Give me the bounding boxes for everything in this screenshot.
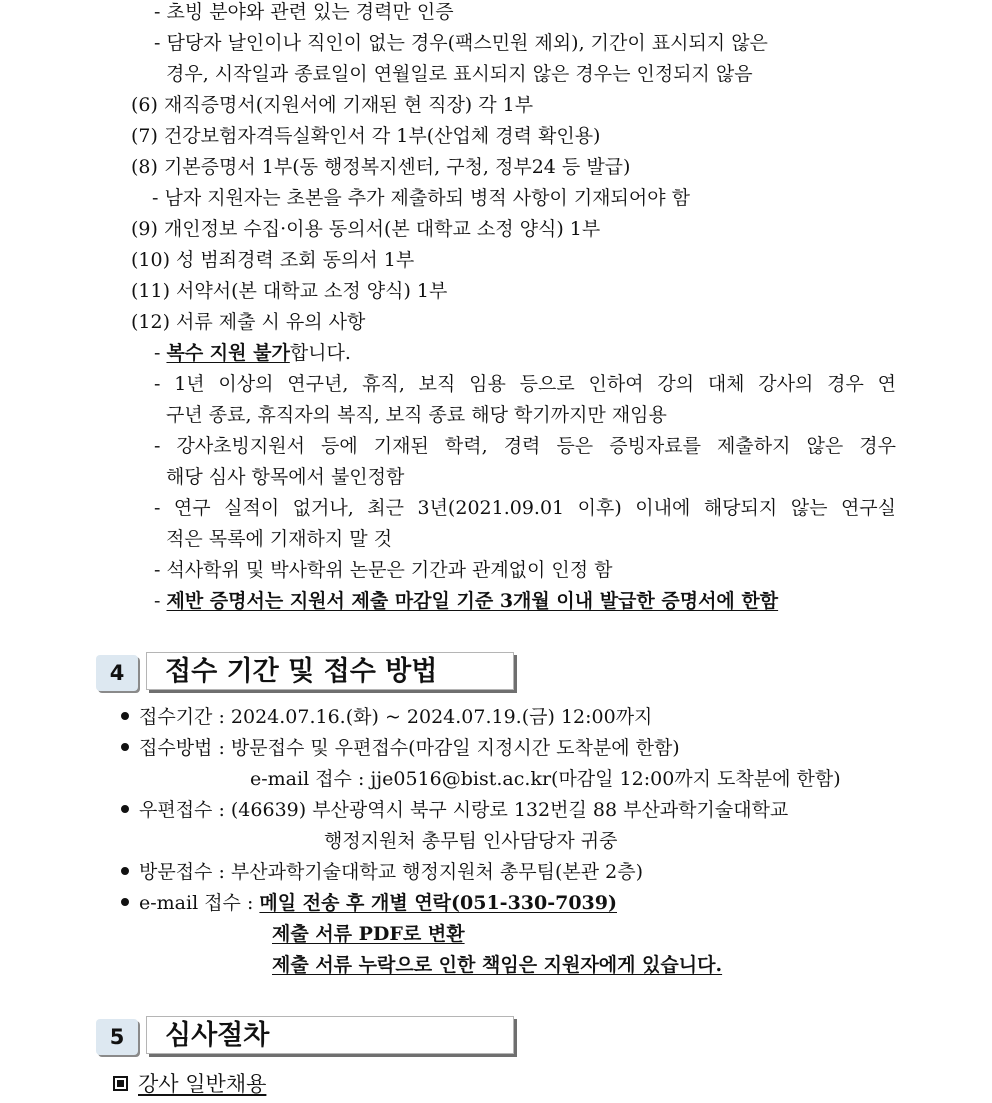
cert-note-line-3: 경우, 시작일과 종료일이 연월일로 표시되지 않은 경우는 인정되지 않음 <box>166 63 753 85</box>
list-item-9: (9) 개인정보 수집·이용 동의서(본 대학교 소정 양식) 1부 <box>131 218 601 240</box>
email-reception-label: e-mail 접수 : <box>139 892 260 914</box>
email-note-1: 메일 전송 후 개별 연락(051-330-7039) <box>259 892 617 914</box>
note-evidence-line-1: - 강사초빙지원서 등에 기재된 학력, 경력 등은 증빙자료를 제출하지 않은 경우 <box>154 435 896 457</box>
email-reception <box>121 891 617 915</box>
list-item-6: (6) 재직증명서(지원서에 기재된 현 직장) 각 1부 <box>131 94 534 116</box>
postal-reception: 우편접수 : (46639) 부산광역시 북구 시랑로 132번길 88 부산과학기술대학교 <box>121 798 788 822</box>
reception-period: 접수기간 : 2024.07.16.(화) ~ 2024.07.19.(금) 12:00까지 <box>121 705 652 729</box>
list-item-10: (10) 성 범죄경력 조회 동의서 1부 <box>131 249 415 271</box>
section-4-header <box>96 651 522 695</box>
subsection-general-hiring <box>113 1071 266 1097</box>
note-dash: - <box>154 342 167 364</box>
note-emphasis: 복수 지원 불가 <box>166 342 290 364</box>
email-note-3: 제출 서류 누락으로 인한 책임은 지원자에게 있습니다. <box>272 954 723 976</box>
email-note-2: 제출 서류 PDF로 변환 <box>272 923 465 945</box>
section-number-badge: 5 <box>96 1019 138 1055</box>
note-research-line-2: 적은 목록에 기재하지 말 것 <box>166 528 393 550</box>
list-item-7: (7) 건강보험자격득실확인서 각 1부(산업체 경력 확인용) <box>131 125 601 147</box>
visit-reception: 방문접수 : 부산과학기술대학교 행정지원처 총무팀(본관 2층) <box>121 860 643 884</box>
note-research-line-1: - 연구 실적이 없거나, 최근 3년(2021.09.01 이후) 이내에 해당되지 않는 연구실 <box>154 497 896 519</box>
list-item-11: (11) 서약서(본 대학교 소정 양식) 1부 <box>131 280 448 302</box>
list-item-8-note: - 남자 지원자는 초본을 추가 제출하되 병적 사항이 기재되어야 함 <box>152 187 690 209</box>
section-title: 심사절차 <box>146 1016 514 1054</box>
section-number-badge: 4 <box>96 655 138 691</box>
note-certificates <box>154 589 778 613</box>
cert-note-line-1: - 초빙 분야와 관련 있는 경력만 인증 <box>154 1 454 23</box>
note-evidence-line-2: 해당 심사 항목에서 불인정함 <box>166 466 405 488</box>
reception-email: e-mail 접수 : jje0516@bist.ac.kr(마감일 12:00까지 도착분에 한함) <box>250 768 841 790</box>
reception-method: 접수방법 : 방문접수 및 우편접수(마감일 지정시간 도착분에 한함) <box>121 736 680 760</box>
ballot-box-icon <box>113 1076 128 1091</box>
note-dash: - <box>154 590 167 612</box>
cert-note-line-2: - 담당자 날인이나 직인이 없는 경우(팩스민원 제외), 기간이 표시되지 않은 <box>154 32 768 54</box>
note-thesis: - 석사학위 및 박사학위 논문은 기간과 관계없이 인정 함 <box>154 559 613 581</box>
subsection-label: 강사 일반채용 <box>138 1072 267 1096</box>
section-5-header <box>96 1015 522 1059</box>
list-item-12: (12) 서류 제출 시 유의 사항 <box>131 311 366 333</box>
note-substitute-line-2: 구년 종료, 휴직자의 복직, 보직 종료 해당 학기까지만 재임용 <box>166 404 667 426</box>
note-rest: 합니다. <box>289 342 351 364</box>
list-item-8: (8) 기본증명서 1부(동 행정복지센터, 구청, 정부24 등 발급) <box>131 156 631 178</box>
note-emphasis: 제반 증명서는 지원서 제출 마감일 기준 3개월 이내 발급한 증명서에 한함 <box>166 590 779 612</box>
section-title: 접수 기간 및 접수 방법 <box>146 652 514 690</box>
note-substitute-line-1: - 1년 이상의 연구년, 휴직, 보직 임용 등으로 인하여 강의 대체 강사의 경우 연 <box>154 373 896 395</box>
note-no-multiple-application <box>154 341 351 365</box>
postal-recipient: 행정지원처 총무팀 인사담당자 귀중 <box>324 830 618 852</box>
